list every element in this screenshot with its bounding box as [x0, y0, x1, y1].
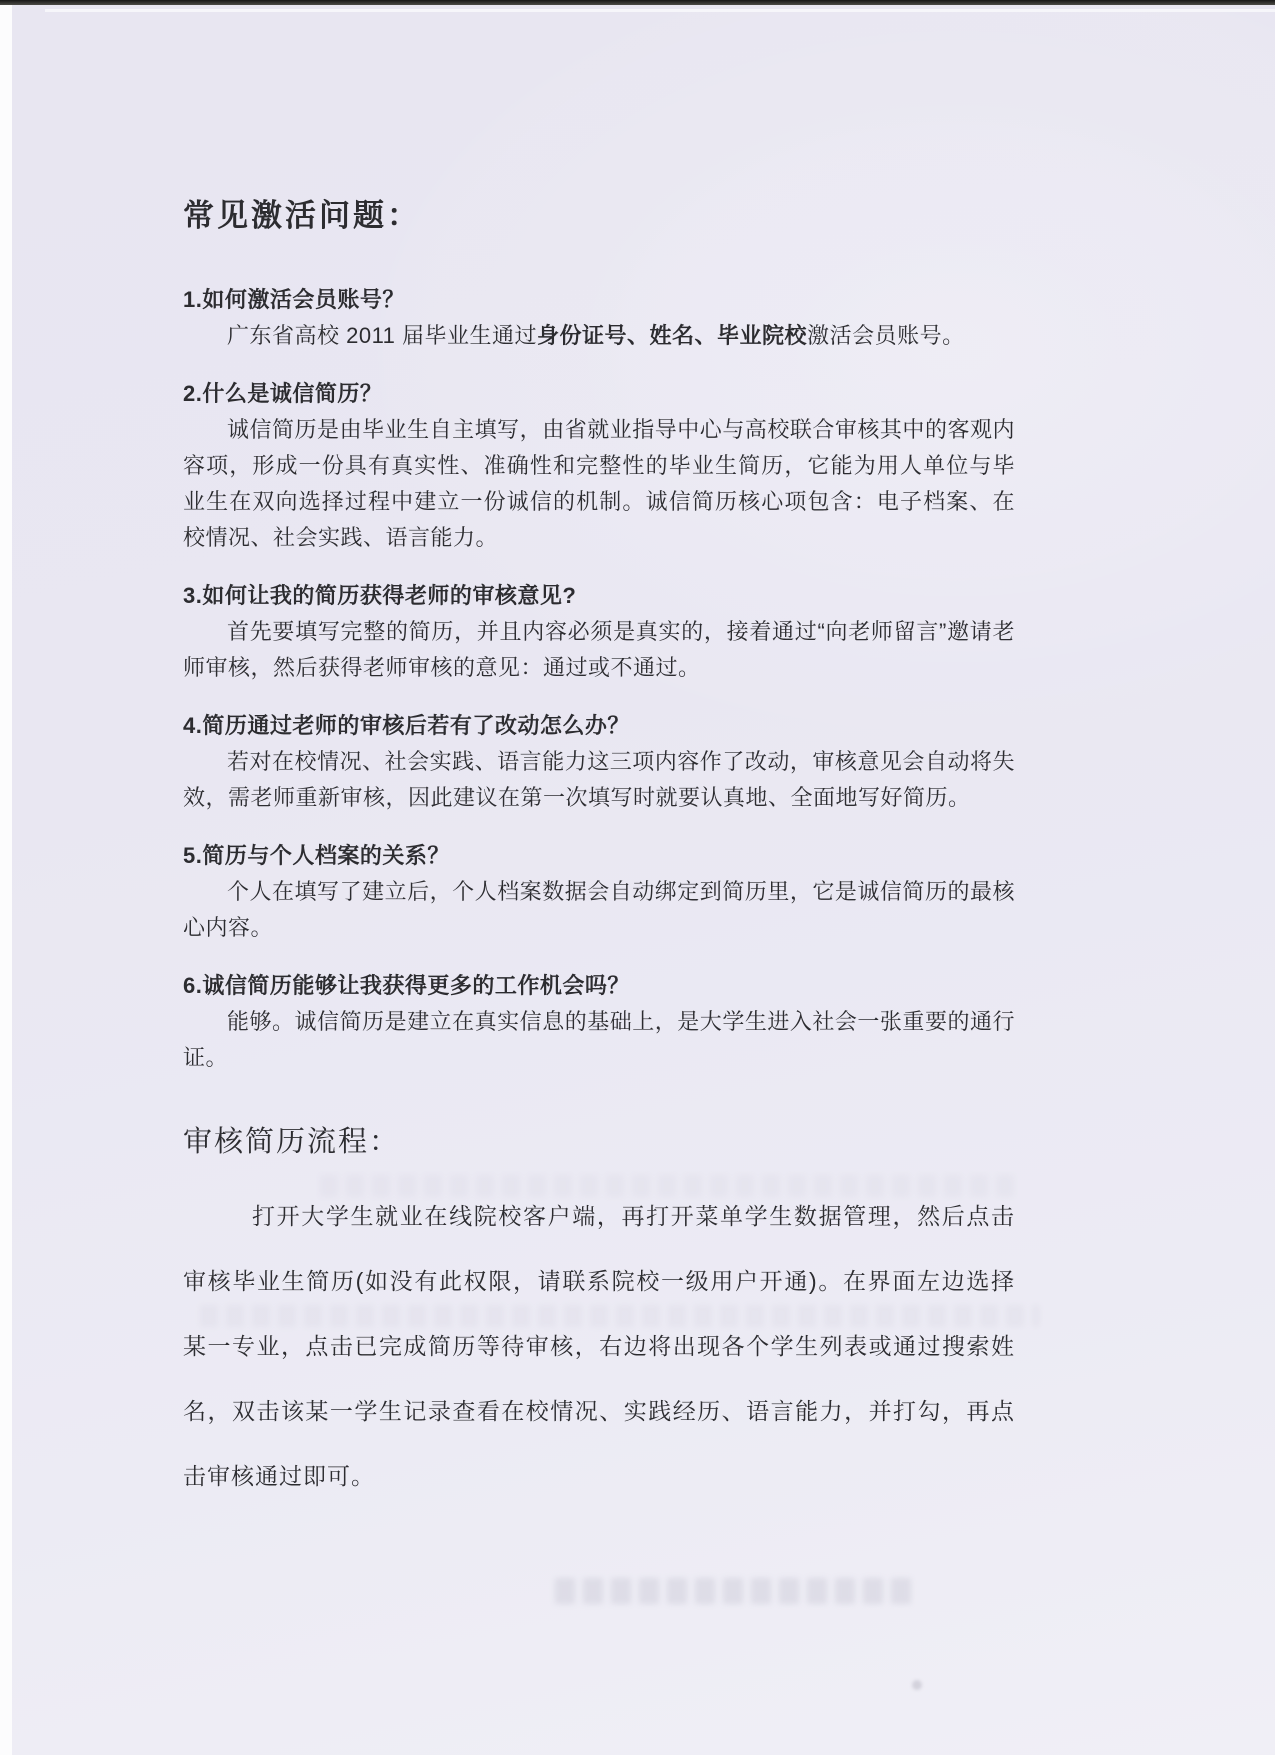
- faq-item: [183, 838, 1015, 946]
- faq-item: [183, 578, 1015, 686]
- bleed-through-text: [555, 1578, 915, 1604]
- faq-item: [183, 376, 1015, 556]
- scanner-top-edge: [0, 0, 1275, 5]
- faq-answer: 诚信简历是由毕业生自主填写，由省就业指导中心与高校联合审核其中的客观内容项，形成一份具有真实性、准确性和完整性的毕业生简历，它能为用人单位与毕业生在双向选择过程中建立一份诚信的机制。诚信简历核心项包含：电子档案、在校情况、社会实践、语言能力。: [183, 417, 1015, 550]
- faq-answer: [183, 318, 1015, 354]
- answer-bold-text: 身份证号、姓名、毕业院校: [537, 323, 808, 348]
- faq-item: [183, 708, 1015, 816]
- answer-text: 广东省高校 2011 届毕业生通过: [227, 323, 538, 348]
- answer-text: 激活会员账号。: [807, 323, 965, 348]
- bleed-through-mark: [912, 1680, 922, 1690]
- faq-item: [183, 968, 1015, 1076]
- process-paragraph: 打开大学生就业在线院校客户端，再打开菜单学生数据管理，然后点击审核毕业生简历(如没有此权限，请联系院校一级用户开通)。在界面左边选择某一专业，点击已完成简历等待审核，右边将出现各个学生列表或通过搜索姓名，双击该某一学生记录查看在校情况、实践经历、语言能力，并打勾，再点击审核通过即可。: [183, 1203, 1015, 1489]
- faq-question: 2.什么是诚信简历？: [183, 381, 383, 406]
- faq-item: [183, 282, 1015, 354]
- faq-question: 5.简历与个人档案的关系？: [183, 843, 450, 868]
- faq-question: 6.诚信简历能够让我获得更多的工作机会吗？: [183, 973, 630, 998]
- faq-question: 4.简历通过老师的审核后若有了改动怎么办？: [183, 713, 630, 738]
- document-content: [183, 196, 1015, 1509]
- faq-question: 1.如何激活会员账号？: [183, 287, 405, 312]
- paper-left-edge: [0, 5, 12, 1755]
- process-section-heading: 审核简历流程：: [183, 1126, 401, 1158]
- faq-answer: 个人在填写了建立后，个人档案数据会自动绑定到简历里，它是诚信简历的最核心内容。: [183, 879, 1015, 940]
- faq-answer: 能够。诚信简历是建立在真实信息的基础上，是大学生进入社会一张重要的通行证。: [183, 1009, 1015, 1070]
- faq-question: 3.如何让我的简历获得老师的审核意见?: [183, 583, 577, 608]
- paper-top-highlight: [45, 9, 1275, 12]
- faq-answer: 若对在校情况、社会实践、语言能力这三项内容作了改动，审核意见会自动将失效，需老师重新审核，因此建议在第一次填写时就要认真地、全面地写好简历。: [183, 749, 1015, 810]
- faq-answer: 首先要填写完整的简历，并且内容必须是真实的，接着通过“向老师留言”邀请老师审核，然后获得老师审核的意见：通过或不通过。: [183, 619, 1015, 680]
- document-title: 常见激活问题：: [183, 198, 421, 233]
